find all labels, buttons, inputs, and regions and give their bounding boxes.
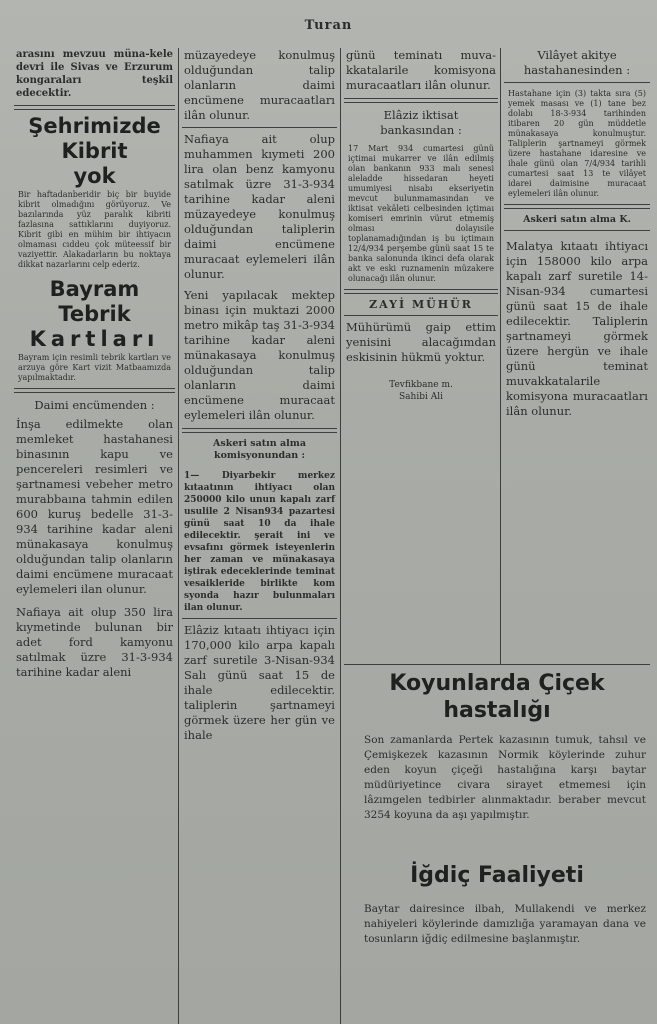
askeri-heading: Askeri satın alma komisyonundan : bbox=[213, 438, 306, 461]
cicek-headline-line1: Koyunlarda Çiçek bbox=[389, 671, 605, 696]
divider bbox=[344, 98, 498, 103]
malatya-notice-body: Malatya kıtaatı ihtiyacı için 158000 kilo arpa kapalı zarf suretile 14-Nisan-934 cumartesi günü saat 15 de ihale edilecektir. Taliplerin şartnameyi görmek üzere hergün ve ihale günü teminat muvakkatalarile komisyona muracaatları ilân olunur. bbox=[506, 239, 648, 418]
divider bbox=[504, 204, 650, 209]
divider bbox=[182, 127, 337, 128]
column-rule bbox=[500, 48, 501, 664]
divider bbox=[182, 428, 337, 433]
zayi-signature-line2: Sahibi Ali bbox=[399, 392, 443, 402]
kibrit-headline-line2: Kibrit bbox=[61, 139, 128, 163]
divider bbox=[344, 664, 650, 665]
article-continuation: günü teminatı muva-kkatalarile komisyona muracaatları ilân olunur. bbox=[346, 48, 496, 92]
column-4 bbox=[504, 48, 650, 664]
column-2 bbox=[182, 48, 337, 1024]
askeri-heading-2: Askeri satın alma K. bbox=[523, 214, 631, 225]
iktisat-notice-body: 17 Mart 934 cumartesi günü içtimai mukarrer ve ilân edilmiş olan bankanın 933 malı senesi aleladde hissedaran heyeti umumiyesi nisabı ekseriyetin mevcut bulunmamasından ve iktisat vekâleti celbesinden içtimaı komiseri emrinin vürut etmemiş olması dolayısile toplanamadığından iş bu içtimaın 12/4/934 perşembe günü saat 15 te banka salonunda ikinci defa olarak akt ve eski ruznamenin müzakere olunacağı ilân olunur. bbox=[348, 144, 494, 283]
igdic-headline: İğdiç Faaliyeti bbox=[410, 863, 584, 888]
nafia-notice-body: Nafiaya ait olup 350 lira kıymetinde bulunan bir adet ford kamyonu satılmak üzre 31-3-934 tarihine kadar aleni bbox=[16, 605, 173, 679]
kamyon-notice-body: Nafiaya ait olup muhammen kıymeti 200 lira olan benz kamyonu satılmak üzre 31-3-934 tarihine kadar aleni müzayedeye konulmuş olduğundan taliplerin daimi encümene muracaat eylemeleri ilân olunur. bbox=[184, 132, 335, 281]
zayi-muhur-heading: ZAYİ MÜHÜR bbox=[369, 298, 473, 311]
bottom-section bbox=[344, 664, 650, 1024]
divider bbox=[504, 230, 650, 231]
article-continuation: müzayedeye konulmuş olduğundan talip olanların daimi encümene muracaatları ilân olunur. bbox=[184, 48, 335, 122]
zayi-signature-line1: Tevfikbane m. bbox=[389, 380, 453, 390]
divider bbox=[14, 105, 175, 110]
divider bbox=[344, 289, 498, 294]
column-rule bbox=[178, 48, 179, 1024]
bayram-article-body: Bayram için resimli tebrik kartları ve arzuya göre Kart vizit Matbaamızda yapılmaktadır. bbox=[18, 353, 171, 382]
divider bbox=[504, 82, 650, 83]
divider bbox=[14, 388, 175, 393]
column-1 bbox=[14, 48, 175, 1024]
kibrit-headline-line3: yok bbox=[73, 164, 116, 188]
cicek-headline-line2: hastalığı bbox=[443, 698, 551, 723]
column-3 bbox=[344, 48, 498, 664]
article-continuation: arasını mevzuu müna-kele devri ile Sivas ve Erzurum kongaraları teşkil edecektir. bbox=[16, 49, 173, 99]
cicek-article-body: Son zamanlarda Pertek kazasının tumuk, tahsıl ve Çemişkezek kazasının Normik köylerinde zuhur eden koyun çiçeği hastalığına karşı baytar müdüriyetince civara sirayet etmemesi için lâzımgelen tedbirler alınmaktadır. beraber mevcut 3254 koyuna da aşı yapılmıştır. bbox=[364, 734, 646, 821]
bayram-headline-line2: Tebrik bbox=[58, 302, 131, 326]
column-rule bbox=[340, 48, 341, 1024]
encumen-heading: Daimi encümenden : bbox=[34, 398, 155, 412]
arpa-notice-body: Elâziz kıtaatı ihtiyacı için 170,000 kilo arpa kapalı zarf suretile 3-Nisan-934 Salı günü saat 15 de ihale edilecektir. taliplerin şartnameyi görmek üzere her gün ve ihale bbox=[184, 623, 335, 742]
masthead bbox=[0, 0, 657, 36]
igdic-article-body: Baytar dairesince ilbah, Mullakendi ve merkez nahiyeleri köylerinde damızlığa yaramayan dana ve tosunların iğdiç edilmesine başlanmıştır. bbox=[364, 903, 646, 945]
vilayet-heading: Vilâyet akitye hastahanesinden : bbox=[523, 48, 631, 77]
askeri-notice-body: 1— Diyarbekir merkez kıtaatının ihtiyacı olan 250000 kilo unun kapalı zarf usulile 2 Nisan934 pazartesi günü saat 10 da ihale edilecektir. şerait ini ve evsafını görmek isteyenlerin her zaman ve münakasaya iştirak edeceklerinde teminat vesaikleride birlikte kom syonda hazır bulunmaları ilan olunur. bbox=[184, 471, 335, 613]
kibrit-headline-line1: Şehrimizde bbox=[28, 114, 161, 138]
divider bbox=[182, 618, 337, 619]
divider bbox=[344, 315, 498, 316]
iktisat-heading: Elâziz iktisat bankasından : bbox=[380, 108, 462, 137]
bayram-headline-line3: Kartları bbox=[29, 327, 160, 351]
zayi-muhur-body: Mühürümü gaip ettim yenisini alacağımdan eskisinin hükmü yoktur. bbox=[346, 320, 496, 364]
newspaper-title: Turan bbox=[304, 18, 353, 33]
mektep-notice-body: Yeni yapılacak mektep binası için muktazi 2000 metro mikâp taş 31-3-934 tarihine kadar aleni münakasaya konulmuş olduğundan talip olanların daimi encümene muracaat eylemeleri ilân olunur. bbox=[184, 288, 335, 422]
encumen-notice-body: İnşa edilmekte olan memleket hastahanesi binasının kapu ve pencereleri resimleri ve şartnamesi vebeher metro murabbaına tahmin edilen 600 kuruş bedelle 31-3-934 tarihine kadar aleni münakasaya konulmuş olduğundan talip olanların daimi encümene muracaat eylemeleri ilan olunur. bbox=[16, 417, 173, 596]
kibrit-article-body: Bir haftadanberidir biç bir buyide kibrit olmadığını görüyoruz. Ve bazılarında yüz paralık kibriti fazlasına sattıklarını duyiyoruz. Kibrit gibi en mühim bir ihtiyacın olmaması cıddeu çok müteessif bir vaziyettir. Alakadarların bu noktaya dikkat nazarlarını celp ederiz. bbox=[18, 190, 171, 269]
vilayet-notice-body: Hastahane için (3) takta sıra (5) yemek masası ve (1) tane bez dolabı 18-3-934 tarihinden itibaren 20 gün müddetle münakasaya konulmuştur. Taliplerin şartnameyi görmek üzere hastahane idaresine ve ihale günü olan 7/4/934 tarihli cumartesi saat 13 te vilâyet idarei daimisine muracaat eylemeleri ilân olunur. bbox=[508, 89, 646, 198]
bayram-headline-line1: Bayram bbox=[49, 277, 140, 301]
